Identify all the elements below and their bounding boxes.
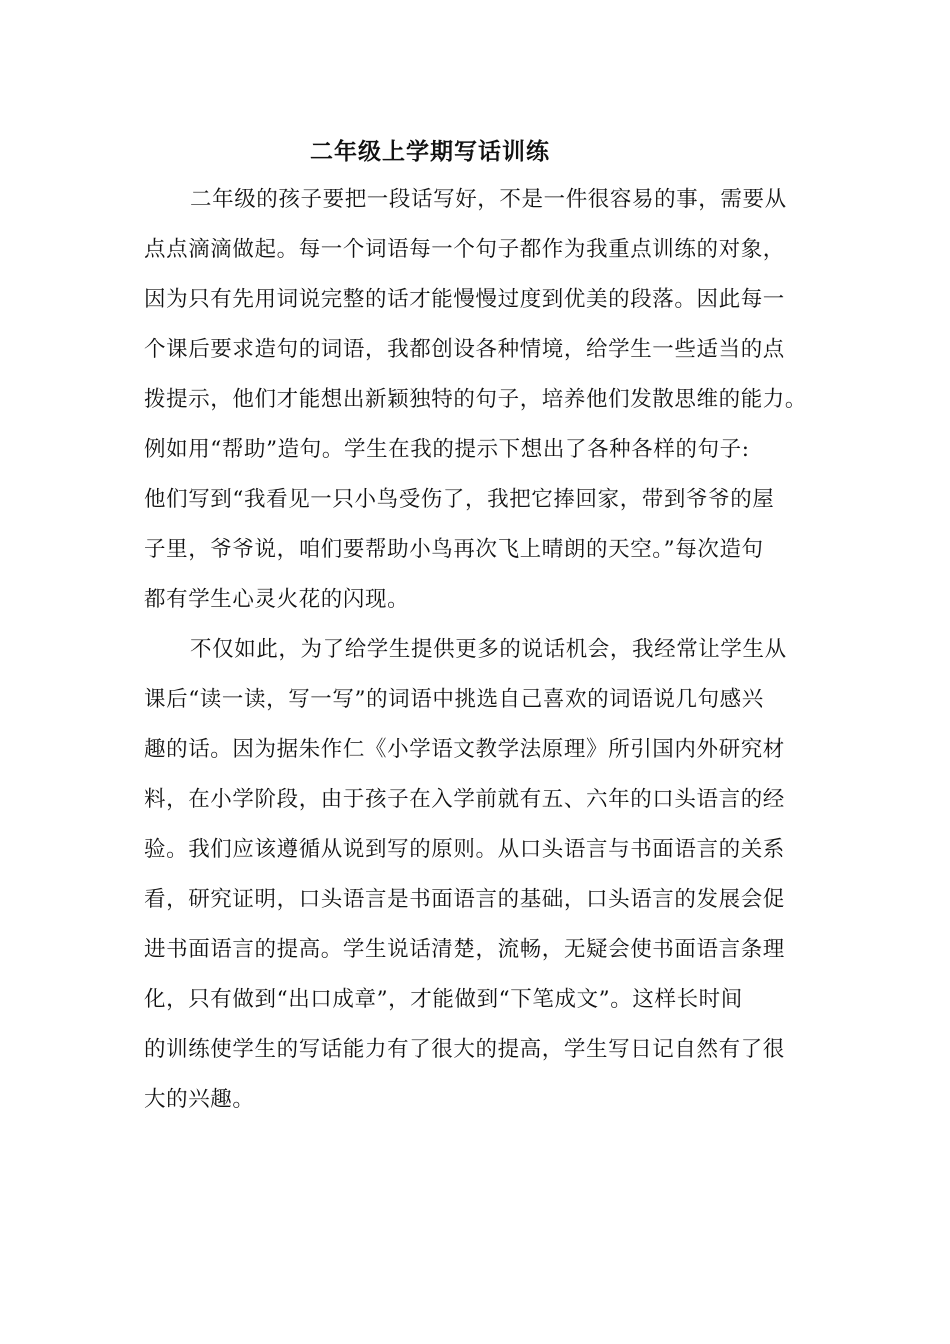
- paragraph-2-line-7: 进书面语言的提高。学生说话清楚，流畅，无疑会使书面语言条理: [144, 937, 785, 962]
- paragraph-1-line-2: 点点滴滴做起。每一个词语每一个句子都作为我重点训练的对象，: [144, 237, 785, 262]
- paragraph-1-line-1: 二年级的孩子要把一段话写好，不是一件很容易的事，需要从: [190, 187, 787, 212]
- paragraph-2-line-5: 验。我们应该遵循从说到写的原则。从口头语言与书面语言的关系: [144, 837, 785, 862]
- document-title: 二年级上学期写话训练: [310, 138, 550, 165]
- paragraph-2-line-4: 料，在小学阶段，由于孩子在入学前就有五、六年的口头语言的经: [144, 787, 785, 812]
- paragraph-1-line-3: 因为只有先用词说完整的话才能慢慢过度到优美的段落。因此每一: [144, 287, 785, 312]
- paragraph-1-line-5: 拨提示，他们才能想出新颖独特的句子，培养他们发散思维的能力。: [144, 387, 808, 412]
- paragraph-2-line-1: 不仅如此，为了给学生提供更多的说话机会，我经常让学生从: [190, 637, 787, 662]
- paragraph-2-line-6: 看，研究证明，口头语言是书面语言的基础，口头语言的发展会促: [144, 887, 785, 912]
- paragraph-1-line-6: 例如用“帮助”造句。学生在我的提示下想出了各种各样的句子:: [144, 437, 750, 462]
- paragraph-2-line-8: 化，只有做到“出口成章”，才能做到“下笔成文”。这样长时间: [144, 987, 743, 1012]
- paragraph-2-line-10: 大的兴趣。: [144, 1087, 255, 1112]
- paragraph-1-line-8: 子里，爷爷说，咱们要帮助小鸟再次飞上晴朗的天空。”每次造句: [144, 537, 764, 562]
- paragraph-2-line-2: 课后“读一读，写一写”的词语中挑选自己喜欢的词语说几句感兴: [144, 687, 764, 712]
- paragraph-2-line-9: 的训练使学生的写话能力有了很大的提高，学生写日记自然有了很: [144, 1037, 785, 1062]
- paragraph-1-line-4: 个课后要求造句的词语，我都创设各种情境，给学生一些适当的点: [144, 337, 785, 362]
- paragraph-1-line-9: 都有学生心灵火花的闪现。: [144, 587, 410, 612]
- paragraph-1-line-7: 他们写到“我看见一只小鸟受伤了，我把它捧回家，带到爷爷的屋: [144, 487, 775, 512]
- paragraph-2-line-3: 趣的话。因为据朱作仁《小学语文教学法原理》所引国内外研究材: [144, 737, 785, 762]
